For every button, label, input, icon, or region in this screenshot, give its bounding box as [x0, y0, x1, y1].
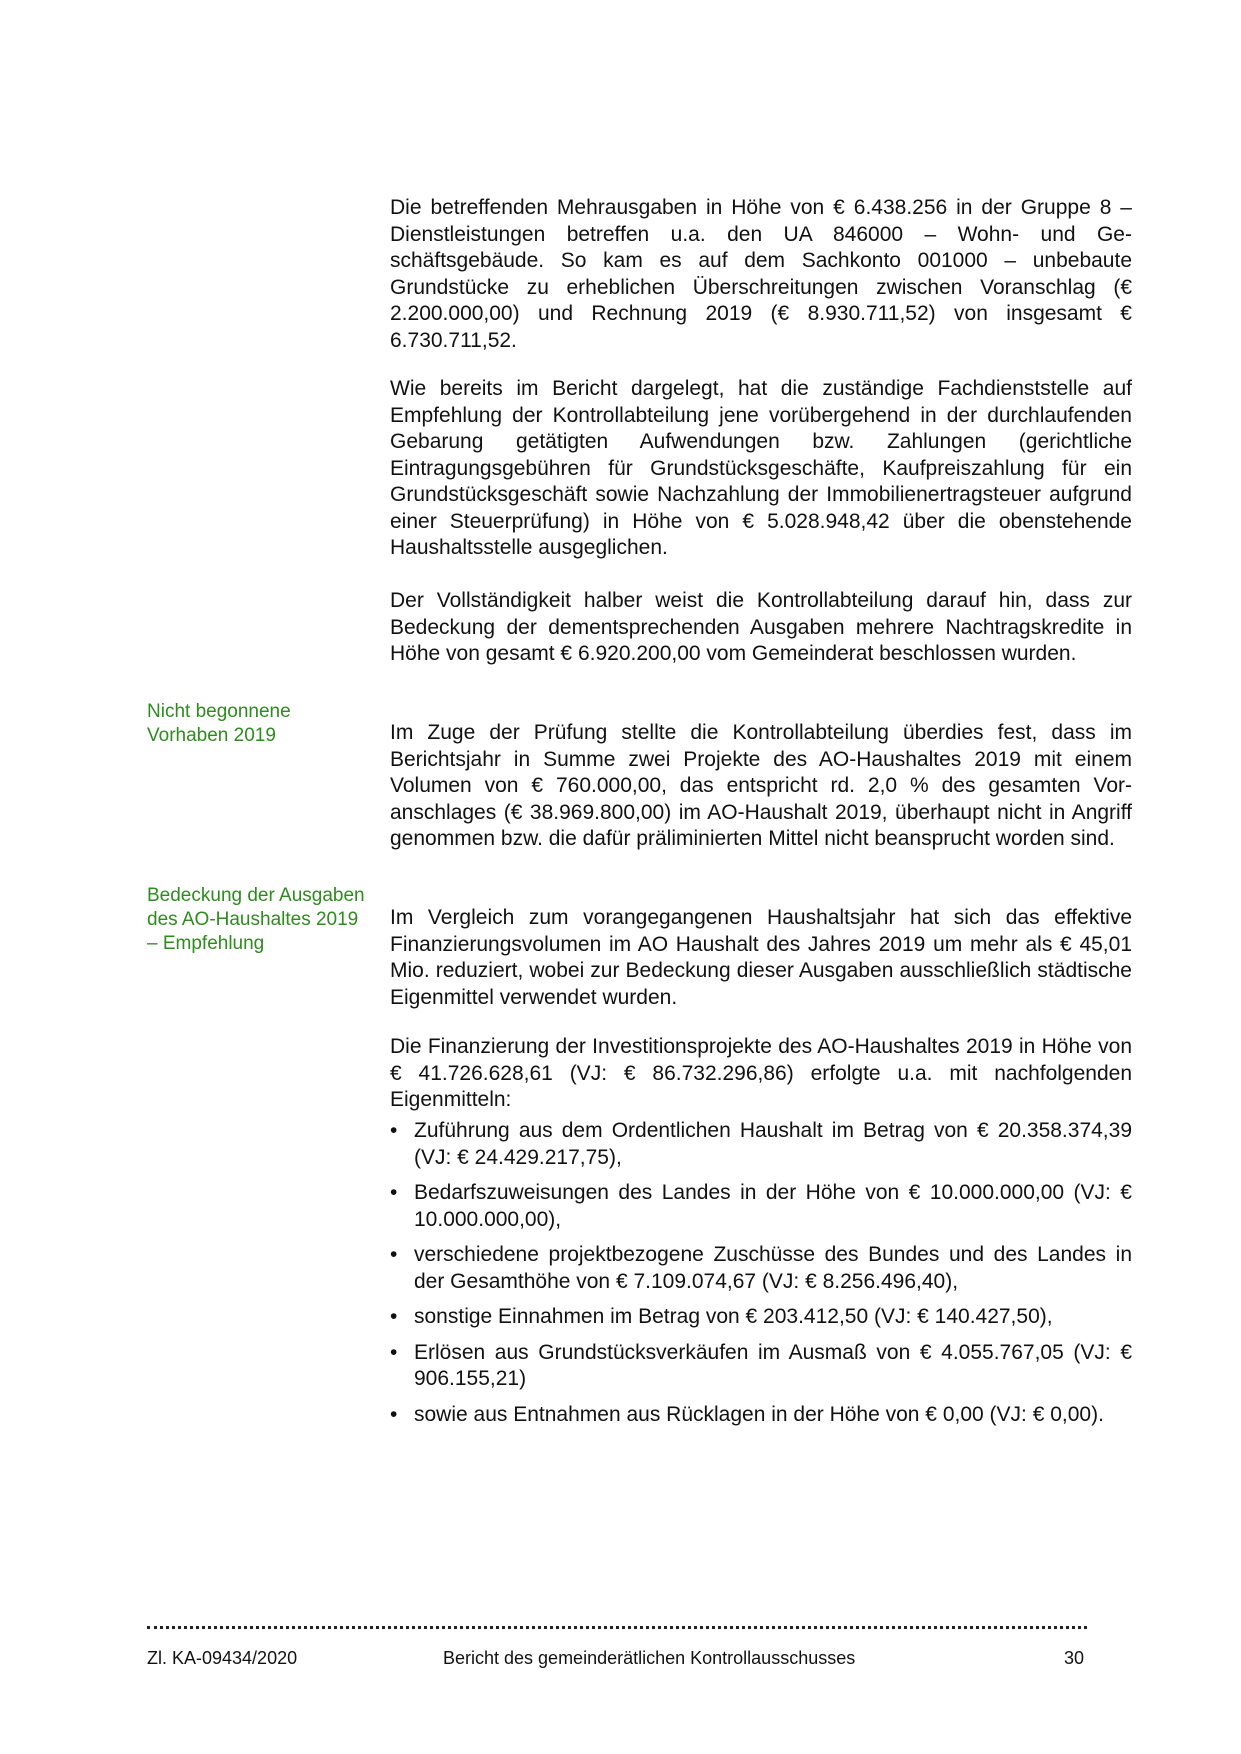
list-item-text: Erlösen aus Grundstücksverkäufen im Ausmaß von € 4.055.767,05 (VJ: € 906.155,21)	[414, 1340, 1132, 1390]
bullet-icon: •	[390, 1181, 398, 1204]
page-number: 30	[1064, 1648, 1085, 1668]
paragraph-mehrausgaben: Die betreffenden Mehrausgaben in Höhe von € 6.438.256 in der Gruppe 8 – Dienstleistungen betreffen u.a. den UA 846000 – Wohn- und Geschäftsgebäude. So kam es auf dem Sachkonto 001000 – unbebaute Grundstücke zu erheblichen Überschreitungen zwischen Voranschlag (€ 2.200.000,00) und Rechnung 2019 (€ 8.930.711,52) von insgesamt € 6.730.711,52.	[390, 196, 1132, 352]
footer-reference: Zl. KA-09434/2020	[147, 1648, 298, 1668]
list-item-text: Zuführung aus dem Ordentlichen Haushalt im Betrag von € 20.358.374,39 (VJ: € 24.429.217,75),	[414, 1119, 1132, 1169]
list-item	[390, 1118, 1132, 1171]
list-item-text: Bedarfszuweisungen des Landes in der Höhe von € 10.000.000,00 (VJ: € 10.000.000,00),	[414, 1181, 1132, 1231]
footer-title: Bericht des gemeinderätlichen Kontrollausschusses	[443, 1648, 856, 1668]
list-item	[390, 1304, 1132, 1331]
list-item-text: verschiedene projektbezogene Zuschüsse des Bundes und des Landes in der Gesamthöhe von € 7.109.074,67 (VJ: € 8.256.496,40),	[414, 1243, 1132, 1293]
paragraph-finanzierungsvolumen: Im Vergleich zum vorangegangenen Haushaltsjahr hat sich das effektive Finanzierungsvolumen im AO Haushalt des Jahres 2019 um mehr als € 45,01 Mio. reduziert, wobei zur Bedeckung dieser Ausgaben ausschließlich städtische Eigenmittel verwendet wurden.	[390, 906, 1132, 1009]
list-item	[390, 1242, 1132, 1295]
list-item-text: sonstige Einnahmen im Betrag von € 203.412,50 (VJ: € 140.427,50),	[414, 1305, 1053, 1328]
list-item	[390, 1340, 1132, 1393]
bullet-icon: •	[390, 1243, 398, 1266]
bullet-icon: •	[390, 1305, 398, 1328]
bullet-icon: •	[390, 1119, 398, 1142]
paragraph-finanzierung-investitionsprojekte: Die Finanzierung der Investitionsprojekte des AO-Haushaltes 2019 in Höhe von € 41.726.628,61 (VJ: € 86.732.296,86) erfolgte u.a. mit nachfolgenden Eigenmitteln:	[390, 1035, 1132, 1111]
paragraph-ausgleich: Wie bereits im Bericht dargelegt, hat die zuständige Fachdienststelle auf Empfehlung der Kontrollabteilung jene vorübergehend in der durchlaufenden Gebarung getätigten Aufwendungen bzw. Zahlungen (gerichtliche Eintragungsgebühren für Grundstücksgeschäfte, Kaufpreiszahlung für ein Grundstücksgeschäft sowie Nachzahlung der Immobilienertragsteuer aufgrund einer Steuerprüfung) in Höhe von € 5.028.948,42 über die obenstehende Haushaltsstelle ausgeglichen.	[390, 377, 1132, 559]
margin-note-bedeckung-empfehlung: Bedeckung der Ausgaben des AO-Haushaltes 2019 – Empfehlung	[147, 885, 365, 954]
bullet-icon: •	[390, 1402, 398, 1426]
list-item	[390, 1402, 1132, 1429]
paragraph-nicht-begonnene-projekte: Im Zuge der Prüfung stellte die Kontrollabteilung überdies fest, dass im Berichtsjahr in Summe zwei Projekte des AO-Haushaltes 2019 mit einem Volumen von € 760.000,00, das entspricht rd. 2,0 % des gesamten Voranschlages (€ 38.969.800,00) im AO-Haushalt 2019, überhaupt nicht in Angriff genommen bzw. die dafür präliminierten Mittel nicht beansprucht worden sind.	[390, 721, 1132, 850]
bullet-icon: •	[390, 1340, 398, 1364]
paragraph-nachtragskredite: Der Vollständigkeit halber weist die Kontrollabteilung darauf hin, dass zur Bedeckung der dementsprechenden Ausgaben mehrere Nachtragskredite in Höhe von gesamt € 6.920.200,00 vom Gemeinderat beschlossen wurden.	[390, 589, 1132, 665]
footer-divider	[147, 1626, 1087, 1629]
eigenmittel-list	[390, 1118, 1132, 1437]
list-item	[390, 1180, 1132, 1233]
margin-note-nicht-begonnene-vorhaben: Nicht begonnene Vorhaben 2019	[147, 701, 291, 746]
list-item-text: sowie aus Entnahmen aus Rücklagen in der Höhe von € 0,00 (VJ: € 0,00).	[414, 1402, 1104, 1426]
